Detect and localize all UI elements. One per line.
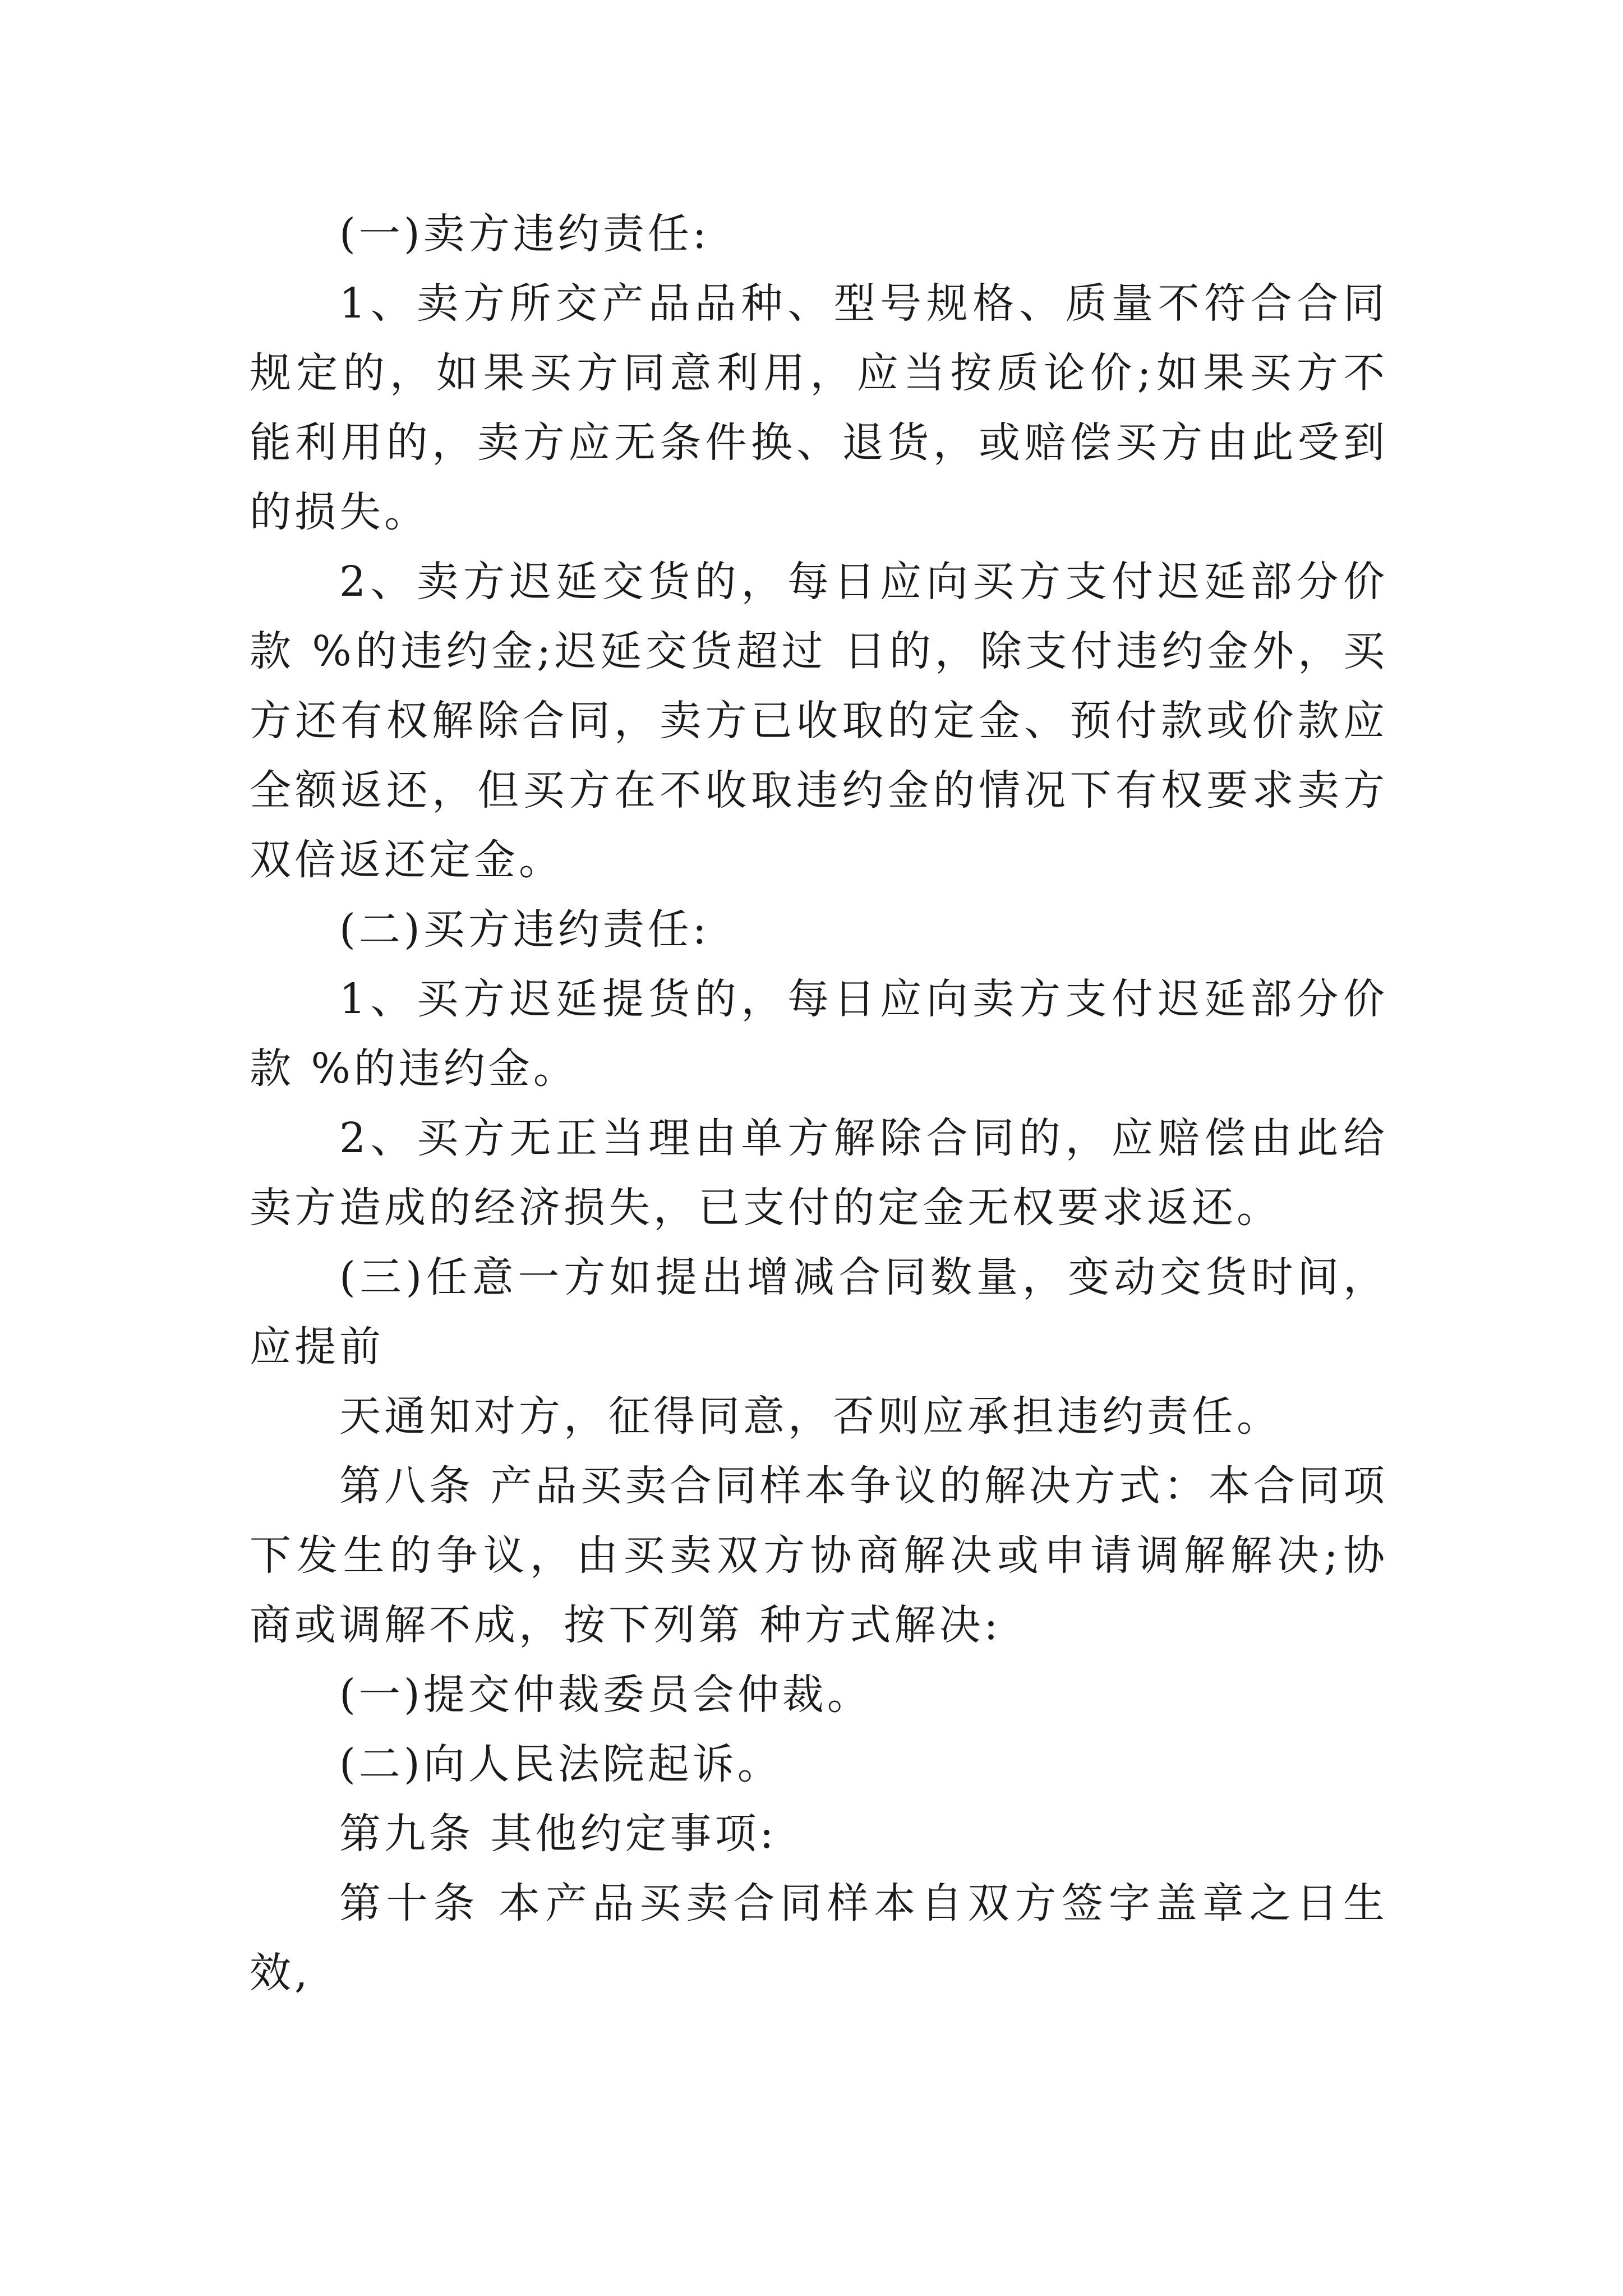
paragraph-arbitration: (一)提交仲裁委员会仲裁。 xyxy=(339,1671,872,1719)
paragraph-buyer-clause-1: 1、买方迟延提货的，每日应向卖方支付迟延部分价款 %的违约金。 xyxy=(250,975,1388,1093)
paragraph-seller-clause-1: 1、卖方所交产品品种、型号规格、质量不符合合同规定的，如果买方同意利用，应当按质论价;如果买方不能利用的，卖方应无条件换、退货，或赔偿买方由此受到的损失。 xyxy=(250,279,1388,536)
paragraph-court: (二)向人民法院起诉。 xyxy=(339,1740,782,1788)
document-body xyxy=(250,199,1388,2008)
paragraph-change-notice-cont: 天通知对方，征得同意，否则应承担违约责任。 xyxy=(339,1392,1281,1441)
paragraph-article-9: 第九条 其他约定事项: xyxy=(339,1810,777,1858)
paragraph-buyer-liability-heading: (二)买方违约责任: xyxy=(339,905,710,954)
paragraph-article-8: 第八条 产品买卖合同样本争议的解决方式：本合同项下发生的争议，由买卖双方协商解决或申请调解解决;协商或调解不成，按下列第 种方式解决: xyxy=(250,1462,1388,1649)
paragraph-seller-liability-heading: (一)卖方违约责任: xyxy=(339,210,710,258)
paragraph-seller-clause-2: 2、卖方迟延交货的，每日应向买方支付迟延部分价款 %的违约金;迟延交货超过 日的，除支付违约金外，买方还有权解除合同，卖方已收取的定金、预付款或价款应全额返还，但买方在不收取违约金的情况下有权要求卖方双倍返还定金。 xyxy=(250,558,1388,884)
paragraph-change-notice: (三)任意一方如提出增减合同数量，变动交货时间，应提前 xyxy=(250,1253,1388,1371)
paragraph-buyer-clause-2: 2、买方无正当理由单方解除合同的，应赔偿由此给卖方造成的经济损失，已支付的定金无权要求返还。 xyxy=(250,1114,1388,1232)
paragraph-article-10: 第十条 本产品买卖合同样本自双方签字盖章之日生效, xyxy=(250,1879,1388,1997)
